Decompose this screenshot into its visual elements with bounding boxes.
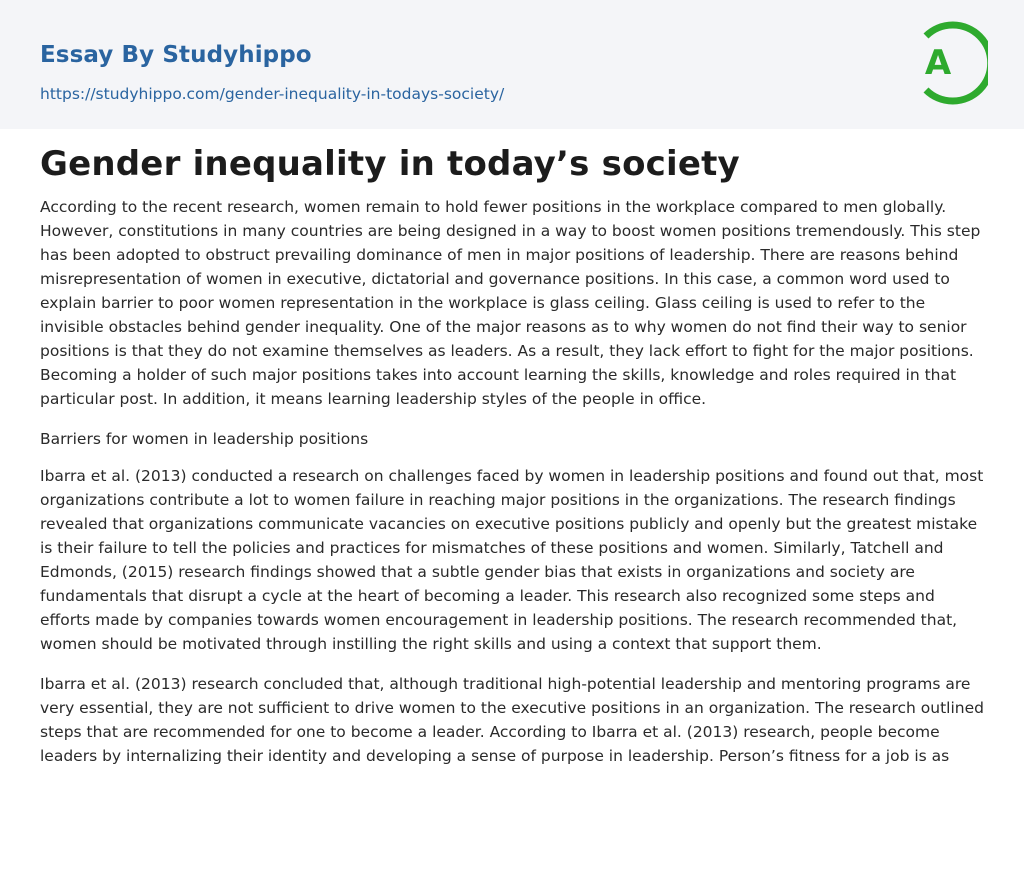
- site-header: [0, 0, 1024, 129]
- essay-subheading: Barriers for women in leadership positions: [40, 430, 369, 448]
- essay-paragraph-barriers: Ibarra et al. (2013) conducted a research on challenges faced by women in leadership positions and found out that, most organizations contribute a lot to women failure in reaching major positions in the organizations. The research findings revealed that organizations communicate vacancies on executive positions publicly and openly but the greatest mistake is their failure to tell the policies and practices for mismatches of these positions and women. Similarly, Tatchell and Edmonds, (2015) research findings showed that a subtle gender bias that exists in organizations and society are fundamentals that disrupt a cycle at the heart of becoming a leader. This research also recognized some steps and efforts made by companies towards women encouragement in leadership positions. The research recommended that, women should be motivated through instilling the right skills and using a context that support them.: [40, 467, 984, 653]
- brand-title[interactable]: Essay By Studyhippo: [40, 42, 312, 68]
- logo-letter: A: [924, 43, 952, 83]
- essay-body: [40, 195, 988, 784]
- essay-paragraph-intro: According to the recent research, women remain to hold fewer positions in the workplace compared to men globally. However, constitutions in many countries are being designed in a way to boost women positions tremendously. This step has been adopted to obstruct prevailing dominance of men in major positions of leadership. There are reasons behind misrepresentation of women in executive, dictatorial and governance positions. In this case, a common word used to explain barrier to poor women representation in the workplace is glass ceiling. Glass ceiling is used to refer to the invisible obstacles behind gender inequality. One of the major reasons as to why women do not find their way to senior positions is that they do not examine themselves as leaders. As a result, they lack effort to fight for the major positions. Becoming a holder of such major positions takes into account learning the skills, knowledge and roles required in that particular post. In addition, it means learning leadership styles of the people in office.: [40, 198, 981, 408]
- essay-url-link[interactable]: https://studyhippo.com/gender-inequality-in-todays-society/: [40, 85, 505, 103]
- studyhippo-logo-icon[interactable]: [912, 18, 988, 108]
- essay-paragraph-conclusion: Ibarra et al. (2013) research concluded that, although traditional high-potential leadership and mentoring programs are very essential, they are not sufficient to drive women to the executive positions in an organization. The research outlined steps that are recommended for one to become a leader. According to Ibarra et al. (2013) research, people become leaders by internalizing their identity and developing a sense of purpose in leadership. Person’s fitness for a job is as: [40, 675, 984, 765]
- essay-title: Gender inequality in today’s society: [40, 144, 740, 184]
